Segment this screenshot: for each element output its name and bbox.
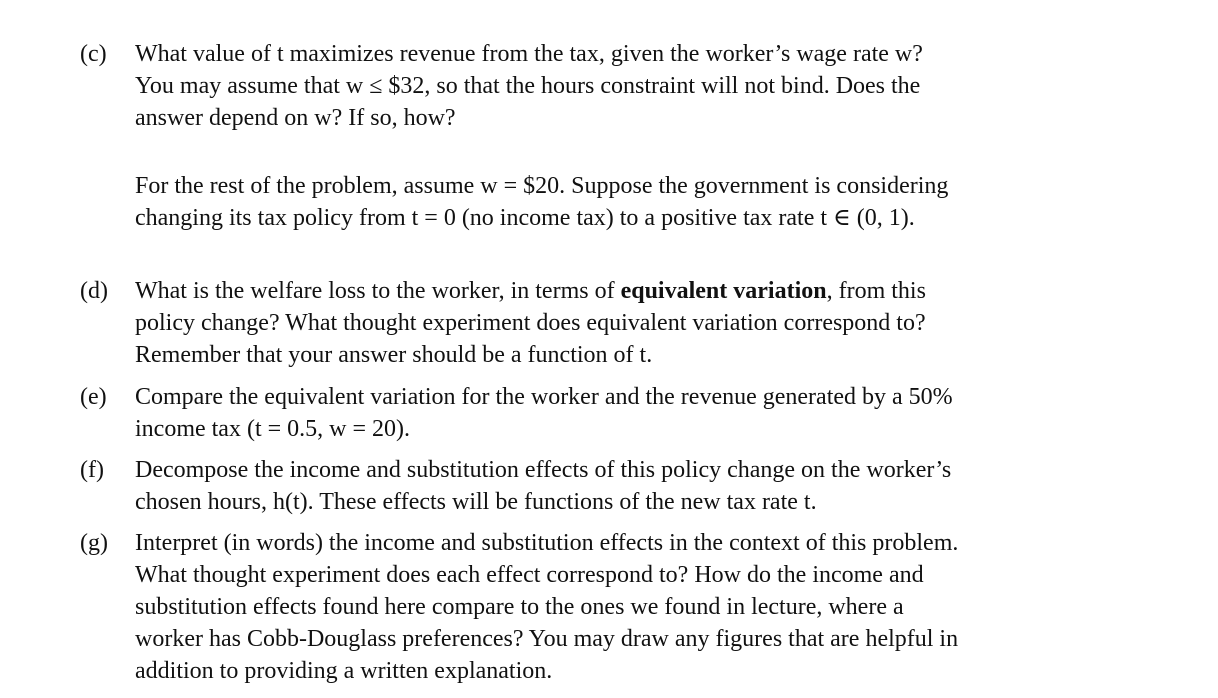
question-f <box>80 454 1120 518</box>
question-c-line-3: answer depend on w? If so, how? <box>135 105 456 131</box>
question-e <box>80 381 1120 445</box>
context-paragraph <box>135 170 1120 234</box>
question-d-line-3: Remember that your answer should be a function of t. <box>135 342 653 368</box>
question-f-label: (f) <box>80 457 104 483</box>
question-f-line-2: chosen hours, h(t). These effects will be functions of the new tax rate t. <box>135 489 817 515</box>
question-d-text <box>135 275 1120 371</box>
question-g-line-2: What thought experiment does each effect correspond to? How do the income and <box>135 562 924 588</box>
question-g-text <box>135 527 1120 687</box>
context-line-2: changing its tax policy from t = 0 (no income tax) to a positive tax rate t ∈ (0, 1). <box>135 205 915 231</box>
context-line-1: For the rest of the problem, assume w = $20. Suppose the government is considering <box>135 173 949 199</box>
question-d-term-equivalent-variation: equivalent variation <box>620 278 827 304</box>
question-d-line-1-post: , from this <box>826 278 926 304</box>
question-g-line-5: addition to providing a written explanation. <box>135 658 553 684</box>
question-c-text <box>135 38 1120 134</box>
question-e-line-2: income tax (t = 0.5, w = 20). <box>135 416 411 442</box>
question-g-label: (g) <box>80 530 108 556</box>
question-e-label: (e) <box>80 384 107 410</box>
question-c <box>80 38 1120 134</box>
question-d-line-2: policy change? What thought experiment does equivalent variation correspond to? <box>135 310 926 336</box>
question-c-line-1: What value of t maximizes revenue from the tax, given the worker’s wage rate w? <box>135 41 923 67</box>
question-f-line-1: Decompose the income and substitution effects of this policy change on the worker’s <box>135 457 952 483</box>
question-f-text <box>135 454 1120 518</box>
question-g-line-4: worker has Cobb-Douglass preferences? You may draw any figures that are helpful in <box>135 626 959 652</box>
question-g <box>80 527 1120 687</box>
question-g-line-1: Interpret (in words) the income and substitution effects in the context of this problem. <box>135 530 959 556</box>
question-c-label: (c) <box>80 41 107 67</box>
question-g-line-3: substitution effects found here compare to the ones we found in lecture, where a <box>135 594 904 620</box>
question-d <box>80 275 1120 371</box>
question-c-line-2: You may assume that w ≤ $32, so that the hours constraint will not bind. Does the <box>135 73 921 99</box>
question-d-line-1 <box>135 275 1120 307</box>
question-e-text <box>135 381 1120 445</box>
question-d-line-1-pre: What is the welfare loss to the worker, in terms of <box>135 278 621 304</box>
question-e-line-1: Compare the equivalent variation for the worker and the revenue generated by a 50% <box>135 384 953 410</box>
question-d-label: (d) <box>80 278 108 304</box>
